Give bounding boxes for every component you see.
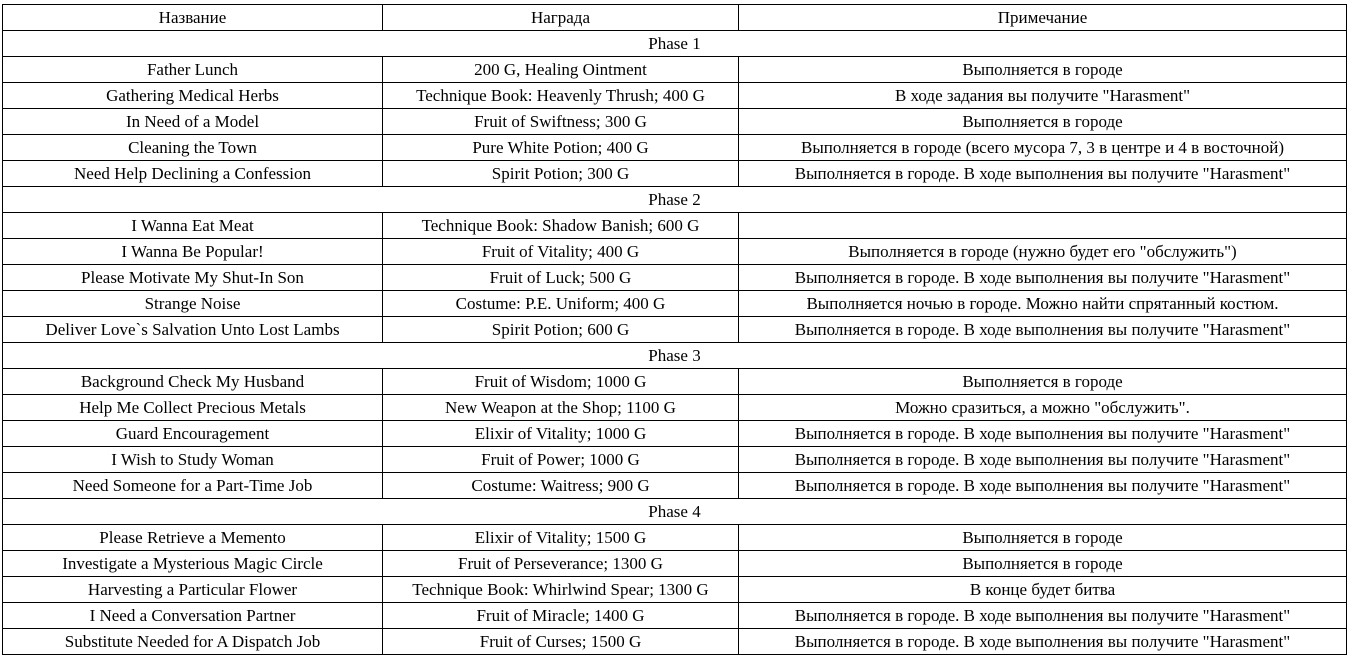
- quest-reward-cell: Elixir of Vitality; 1000 G: [383, 421, 739, 447]
- quest-note-cell: Выполняется в городе. В ходе выполнения вы получите "Harasment": [739, 161, 1347, 187]
- header-name: Название: [3, 5, 383, 31]
- quest-reward-cell: Spirit Potion; 300 G: [383, 161, 739, 187]
- quest-reward-cell: Technique Book: Shadow Banish; 600 G: [383, 213, 739, 239]
- quest-name-cell: Need Help Declining a Confession: [3, 161, 383, 187]
- quest-name-cell: Substitute Needed for A Dispatch Job: [3, 629, 383, 655]
- quest-name-cell: I Wish to Study Woman: [3, 447, 383, 473]
- quest-note-cell: Выполняется в городе. В ходе выполнения вы получите "Harasment": [739, 603, 1347, 629]
- table-row: [3, 629, 1347, 655]
- quest-name-cell: In Need of a Model: [3, 109, 383, 135]
- quest-note-cell: [739, 213, 1347, 239]
- table-row: [3, 213, 1347, 239]
- table-row: [3, 577, 1347, 603]
- quest-name-cell: Guard Encouragement: [3, 421, 383, 447]
- header-row: [3, 5, 1347, 31]
- quest-note-cell: Выполняется в городе. В ходе выполнения вы получите "Harasment": [739, 447, 1347, 473]
- table-row: [3, 239, 1347, 265]
- quest-name-cell: Need Someone for a Part-Time Job: [3, 473, 383, 499]
- table-row: [3, 57, 1347, 83]
- table-row: [3, 265, 1347, 291]
- quest-name-cell: I Wanna Be Popular!: [3, 239, 383, 265]
- table-row: [3, 109, 1347, 135]
- quest-name-cell: Strange Noise: [3, 291, 383, 317]
- table-row: [3, 135, 1347, 161]
- table-row: [3, 83, 1347, 109]
- quest-reward-cell: 200 G, Healing Ointment: [383, 57, 739, 83]
- table-row: [3, 369, 1347, 395]
- quest-note-cell: Выполняется в городе. В ходе выполнения вы получите "Harasment": [739, 629, 1347, 655]
- table-row: [3, 317, 1347, 343]
- quest-reward-cell: Elixir of Vitality; 1500 G: [383, 525, 739, 551]
- table-row: [3, 421, 1347, 447]
- quest-name-cell: Harvesting a Particular Flower: [3, 577, 383, 603]
- quest-name-cell: Please Motivate My Shut-In Son: [3, 265, 383, 291]
- quest-note-cell: Выполняется в городе. В ходе выполнения вы получите "Harasment": [739, 317, 1347, 343]
- quest-name-cell: Help Me Collect Precious Metals: [3, 395, 383, 421]
- quest-reward-cell: Technique Book: Whirlwind Spear; 1300 G: [383, 577, 739, 603]
- quest-note-cell: Выполняется в городе. В ходе выполнения вы получите "Harasment": [739, 421, 1347, 447]
- table-row: [3, 551, 1347, 577]
- quest-reward-cell: Fruit of Vitality; 400 G: [383, 239, 739, 265]
- phase-row: [3, 343, 1347, 369]
- quest-note-cell: Можно сразиться, а можно "обслужить".: [739, 395, 1347, 421]
- quest-name-cell: Father Lunch: [3, 57, 383, 83]
- table-row: [3, 473, 1347, 499]
- quest-table-body: [3, 31, 1347, 655]
- table-row: [3, 395, 1347, 421]
- quest-name-cell: I Wanna Eat Meat: [3, 213, 383, 239]
- quest-name-cell: Gathering Medical Herbs: [3, 83, 383, 109]
- quest-note-cell: Выполняется ночью в городе. Можно найти спрятанный костюм.: [739, 291, 1347, 317]
- phase-title: Phase 1: [3, 31, 1347, 57]
- header-reward: Награда: [383, 5, 739, 31]
- quest-reward-cell: Pure White Potion; 400 G: [383, 135, 739, 161]
- quest-name-cell: Investigate a Mysterious Magic Circle: [3, 551, 383, 577]
- quest-note-cell: Выполняется в городе (всего мусора 7, 3 в центре и 4 в восточной): [739, 135, 1347, 161]
- quest-name-cell: Background Check My Husband: [3, 369, 383, 395]
- quest-name-cell: Please Retrieve a Memento: [3, 525, 383, 551]
- quest-note-cell: Выполняется в городе (нужно будет его "обслужить"): [739, 239, 1347, 265]
- phase-row: [3, 187, 1347, 213]
- quest-note-cell: Выполняется в городе: [739, 369, 1347, 395]
- quest-name-cell: Deliver Love`s Salvation Unto Lost Lambs: [3, 317, 383, 343]
- quest-reward-cell: Fruit of Perseverance; 1300 G: [383, 551, 739, 577]
- table-row: [3, 447, 1347, 473]
- quest-note-cell: Выполняется в городе. В ходе выполнения вы получите "Harasment": [739, 473, 1347, 499]
- quest-note-cell: В ходе задания вы получите "Harasment": [739, 83, 1347, 109]
- quest-note-cell: Выполняется в городе: [739, 57, 1347, 83]
- quest-name-cell: I Need a Conversation Partner: [3, 603, 383, 629]
- quest-reward-cell: Technique Book: Heavenly Thrush; 400 G: [383, 83, 739, 109]
- table-row: [3, 525, 1347, 551]
- quest-reward-cell: Spirit Potion; 600 G: [383, 317, 739, 343]
- phase-title: Phase 2: [3, 187, 1347, 213]
- phase-title: Phase 3: [3, 343, 1347, 369]
- quest-note-cell: Выполняется в городе: [739, 551, 1347, 577]
- quest-reward-cell: Fruit of Curses; 1500 G: [383, 629, 739, 655]
- quest-reward-cell: Fruit of Swiftness; 300 G: [383, 109, 739, 135]
- quest-note-cell: Выполняется в городе: [739, 109, 1347, 135]
- phase-row: [3, 499, 1347, 525]
- table-row: [3, 603, 1347, 629]
- quest-table: [2, 4, 1347, 655]
- phase-row: [3, 31, 1347, 57]
- quest-reward-cell: New Weapon at the Shop; 1100 G: [383, 395, 739, 421]
- phase-title: Phase 4: [3, 499, 1347, 525]
- quest-note-cell: В конце будет битва: [739, 577, 1347, 603]
- table-row: [3, 291, 1347, 317]
- quest-note-cell: Выполняется в городе: [739, 525, 1347, 551]
- quest-reward-cell: Fruit of Wisdom; 1000 G: [383, 369, 739, 395]
- quest-reward-cell: Costume: Waitress; 900 G: [383, 473, 739, 499]
- quest-name-cell: Cleaning the Town: [3, 135, 383, 161]
- header-note: Примечание: [739, 5, 1347, 31]
- table-row: [3, 161, 1347, 187]
- quest-reward-cell: Costume: P.E. Uniform; 400 G: [383, 291, 739, 317]
- quest-reward-cell: Fruit of Miracle; 1400 G: [383, 603, 739, 629]
- quest-note-cell: Выполняется в городе. В ходе выполнения вы получите "Harasment": [739, 265, 1347, 291]
- quest-reward-cell: Fruit of Luck; 500 G: [383, 265, 739, 291]
- quest-reward-cell: Fruit of Power; 1000 G: [383, 447, 739, 473]
